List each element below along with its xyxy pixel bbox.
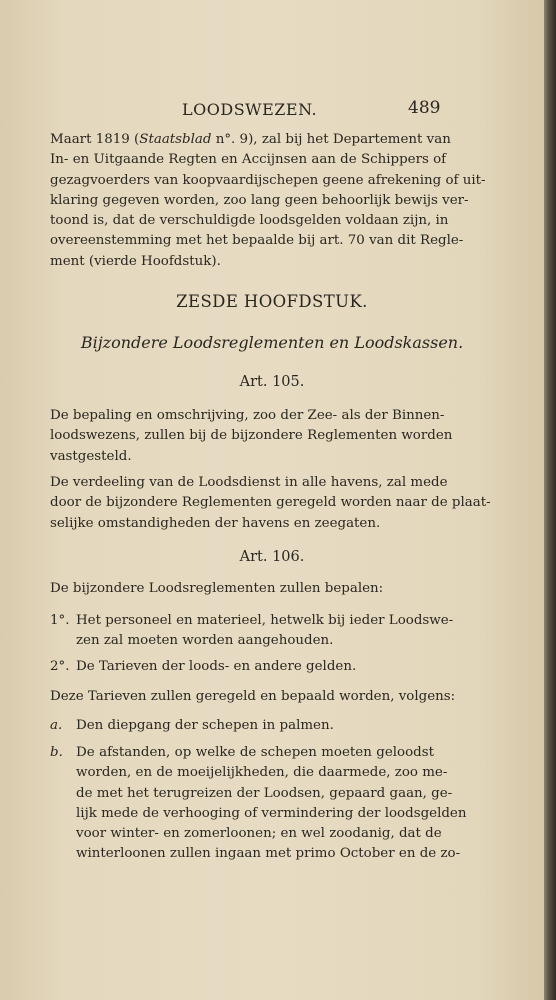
art105-paragraph-1 xyxy=(50,406,453,467)
text-line: Maart 1819 (Staatsblad n°. 9), zal bij het Departement van xyxy=(50,132,451,147)
text-line: toond is, dat de verschuldigde loodsgelden voldaan zijn, in xyxy=(50,213,449,229)
page-edge-shadow xyxy=(544,0,556,1000)
text-line: vastgesteld. xyxy=(50,448,132,464)
list-item-2 xyxy=(50,657,434,679)
text-line: De bijzondere Loodsreglementen zullen bepalen: xyxy=(50,581,384,596)
text-line: worden, en de moeijelijkheden, die daarmede, zoo me- xyxy=(76,765,448,781)
sub-item-b xyxy=(50,743,467,868)
text-line: Het personeel en materieel, hetwelk bij ieder Loodswe- xyxy=(76,613,454,628)
text-line: Deze Tarieven zullen geregeld en bepaald worden, volgens: xyxy=(50,689,456,704)
art105-paragraph-2 xyxy=(50,473,491,534)
text-line: gezagvoerders van koopvaardijschepen geene afrekening of uit- xyxy=(50,172,486,188)
text-line: selijke omstandigheden der havens en zeegaten. xyxy=(50,515,381,531)
text-line: klaring gegeven worden, zoo lang geen behoorlijk bewijs ver- xyxy=(50,192,469,208)
chapter-title: ZESDE HOOFDSTUK. xyxy=(176,292,368,311)
article-heading-105: Art. 105. xyxy=(239,374,305,390)
text-line: Den diepgang der schepen in palmen. xyxy=(76,718,334,733)
page-header xyxy=(0,98,544,128)
sub-item-a xyxy=(50,716,434,738)
art106-intro xyxy=(50,579,434,599)
text-line: de met het terugreizen der Loodsen, gepaard gaan, ge- xyxy=(76,785,453,801)
page-number: 489 xyxy=(408,98,441,118)
text-line: De bepaling en omschrijving, zoo der Zee- als der Binnen- xyxy=(50,408,445,423)
intro-paragraph xyxy=(50,130,486,272)
text-line: overeenstemming met het bepaalde bij art. 70 van dit Regle- xyxy=(50,233,464,249)
list-marker: 1°. xyxy=(50,613,70,628)
text-line: loodswezens, zullen bij de bijzondere Reglementen worden xyxy=(50,428,453,444)
tarief-intro xyxy=(50,687,456,707)
text-line: De verdeeling van de Loodsdienst in alle havens, zal mede xyxy=(50,475,448,490)
list-marker: b. xyxy=(50,745,63,760)
list-marker: a. xyxy=(50,718,63,733)
text-line: lijk mede de verhooging of vermindering der loodsgelden xyxy=(76,805,467,821)
text-line: voor winter- en zomerloonen; en wel zoodanig, dat de xyxy=(76,826,442,842)
text-line: In- en Uitgaande Regten en Accijnsen aan de Schippers of xyxy=(50,152,447,168)
text-line: De afstanden, op welke de schepen moeten geloodst xyxy=(76,745,434,760)
text-line: zen zal moeten worden aangehouden. xyxy=(76,633,334,649)
list-item-1 xyxy=(50,611,454,653)
list-marker: 2°. xyxy=(50,659,70,674)
text-line: door de bijzondere Reglementen geregeld worden naar de plaat- xyxy=(50,495,491,511)
running-head: LOODSWEZEN. xyxy=(182,100,318,119)
chapter-subtitle: Bijzondere Loodsreglementen en Loodskassen. xyxy=(80,333,464,352)
text-line: De Tarieven der loods- en andere gelden. xyxy=(76,659,357,674)
text-line: ment (vierde Hoofdstuk). xyxy=(50,253,221,269)
article-heading-106: Art. 106. xyxy=(239,549,305,565)
text-line: winterloonen zullen ingaan met primo October en de zo- xyxy=(76,846,461,862)
